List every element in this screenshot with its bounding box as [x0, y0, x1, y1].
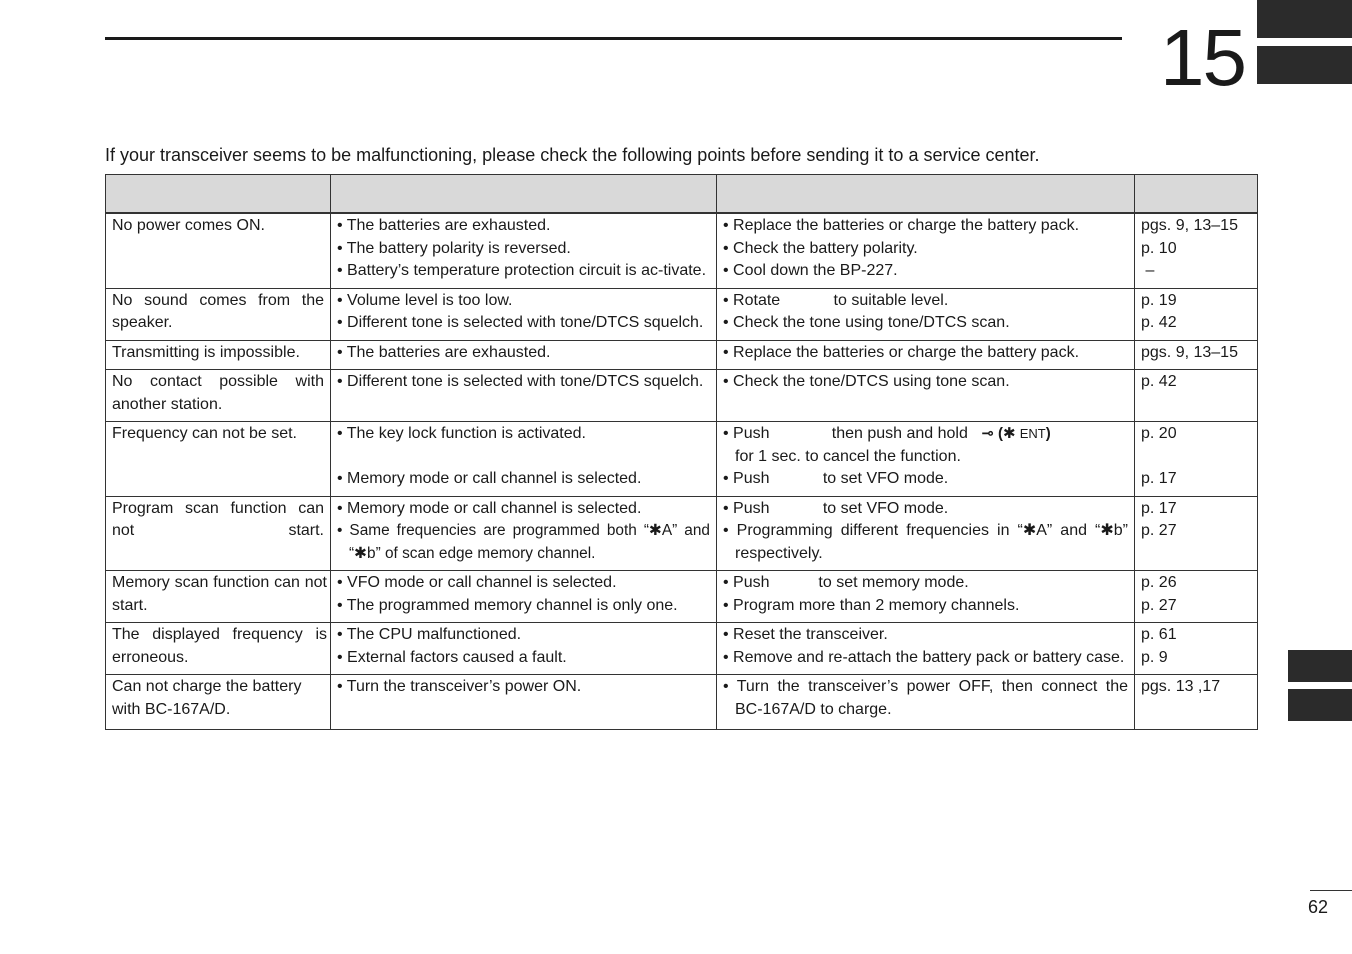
- header-problem: [106, 175, 331, 214]
- reference-cell: [1135, 340, 1258, 370]
- page-reference: pgs. 13 ,17: [1141, 678, 1221, 695]
- table-row: [106, 422, 1258, 497]
- header-solution: [717, 175, 1135, 214]
- page-reference: p. 17: [1141, 499, 1177, 517]
- solution-item: • Cool down the BP-227.: [723, 262, 898, 279]
- key-icon: ⊸ (✱: [981, 425, 1020, 442]
- reference-cell: [1135, 496, 1258, 571]
- chapter-tab-top: [1257, 0, 1352, 38]
- ent-key-label: ENT: [1019, 426, 1046, 441]
- cause-item: • Battery’s temperature protection circuit is ac-tivate.: [337, 262, 707, 279]
- table-row: [106, 340, 1258, 370]
- section-tab-1: [1288, 650, 1352, 682]
- solution-continuation: for 1 sec. to cancel the function.: [735, 447, 961, 465]
- cause-item: • VFO mode or call channel is selected.: [337, 574, 617, 591]
- page-reference: pgs. 9, 13–15: [1141, 343, 1238, 361]
- page-reference: –: [1141, 262, 1155, 279]
- solution-item: • Remove and re-attach the battery pack or battery case.: [723, 648, 1125, 666]
- cause-item: • Memory mode or call channel is selected.: [337, 499, 642, 517]
- problem-text: Frequency can not be set.: [112, 425, 297, 442]
- page-reference: p. 20: [1141, 425, 1177, 442]
- cause-cell: [331, 623, 717, 675]
- page-reference: p. 42: [1141, 373, 1177, 390]
- problem-cell: [106, 571, 331, 623]
- problem-cell: [106, 422, 331, 497]
- table-row: [106, 675, 1258, 730]
- solution-item: • Replace the batteries or charge the battery pack.: [723, 343, 1080, 361]
- cause-cell: [331, 340, 717, 370]
- solution-item: • Push to set memory mode.: [723, 574, 969, 591]
- solution-item: • Program more than 2 memory channels.: [723, 596, 1020, 614]
- table-row: [106, 623, 1258, 675]
- cause-item: • Different tone is selected with tone/DTCS squelch.: [337, 314, 704, 331]
- cause-cell: [331, 213, 717, 288]
- solution-cell: [717, 422, 1135, 497]
- problem-cell: [106, 370, 331, 422]
- problem-text: Memory scan function can not start.: [112, 574, 327, 614]
- page-reference: p. 26: [1141, 574, 1177, 591]
- reference-cell: [1135, 675, 1258, 730]
- troubleshooting-table: [105, 174, 1258, 730]
- problem-text: No sound comes from the speaker.: [112, 291, 324, 331]
- cause-cell: [331, 571, 717, 623]
- problem-cell: [106, 675, 331, 730]
- problem-text: No power comes ON.: [112, 217, 265, 234]
- solution-cell: [717, 675, 1135, 730]
- reference-cell: [1135, 623, 1258, 675]
- solution-item: • Check the tone using tone/DTCS scan.: [723, 314, 1010, 331]
- page-reference: p. 9: [1141, 648, 1168, 666]
- cause-cell: [331, 422, 717, 497]
- cause-item: • Volume level is too low.: [337, 291, 513, 309]
- table-header-row: [106, 175, 1258, 214]
- cause-cell: [331, 496, 717, 571]
- header-possible-cause: [331, 175, 717, 214]
- problem-text: Can not charge the battery with BC-167A/D.: [112, 678, 302, 718]
- page-reference: p. 17: [1141, 470, 1177, 487]
- reference-spacer: [1141, 446, 1251, 469]
- page-reference: p. 10: [1141, 239, 1177, 257]
- page-reference: p. 61: [1141, 626, 1177, 643]
- solution-item: [723, 423, 1128, 446]
- problem-text: Program scan function can not start.: [112, 499, 324, 539]
- problem-cell: [106, 213, 331, 288]
- table-row: [106, 288, 1258, 340]
- reference-cell: [1135, 288, 1258, 340]
- problem-cell: [106, 340, 331, 370]
- chapter-header-rule: [105, 37, 1122, 40]
- table-row: [106, 496, 1258, 571]
- problem-cell: [106, 288, 331, 340]
- solution-cell: [717, 496, 1135, 571]
- header-reference: [1135, 175, 1258, 214]
- cause-item: • The CPU malfunctioned.: [337, 626, 522, 643]
- solution-cell: [717, 370, 1135, 422]
- solution-cell: [717, 288, 1135, 340]
- cause-item: • The battery polarity is reversed.: [337, 239, 571, 257]
- cause-item: • The batteries are exhausted.: [337, 343, 551, 361]
- page-reference: pgs. 9, 13–15: [1141, 217, 1238, 234]
- cause-spacer: [337, 446, 710, 469]
- problem-cell: [106, 496, 331, 571]
- problem-text: Transmitting is impossible.: [112, 343, 300, 361]
- page-number-rule: [1310, 890, 1352, 891]
- solution-item: • Check the battery polarity.: [723, 239, 918, 257]
- cause-item: • Turn the transceiver’s power ON.: [337, 678, 582, 695]
- chapter-number: 15: [1160, 13, 1245, 102]
- solution-cell: [717, 623, 1135, 675]
- solution-item: • Push to set VFO mode.: [723, 499, 949, 517]
- solution-item: • Check the tone/DTCS using tone scan.: [723, 373, 1010, 390]
- cause-item: • Same frequencies are programmed both “✱A” and “✱b” of scan edge memory channel.: [337, 522, 710, 562]
- reference-cell: [1135, 370, 1258, 422]
- chapter-tab-bottom: [1257, 46, 1352, 84]
- problem-text: The displayed frequency is erroneous.: [112, 626, 327, 666]
- table-row: [106, 370, 1258, 422]
- cause-item: • The programmed memory channel is only one.: [337, 596, 678, 614]
- cause-item: • The key lock function is activated.: [337, 425, 586, 442]
- solution-item: • Replace the batteries or charge the battery pack.: [723, 217, 1080, 234]
- cause-cell: [331, 288, 717, 340]
- cause-item: • External factors caused a fault.: [337, 648, 567, 666]
- cause-item: • Different tone is selected with tone/DTCS squelch.: [337, 373, 704, 390]
- cause-item: • The batteries are exhausted.: [337, 217, 551, 234]
- cause-item: • Memory mode or call channel is selected.: [337, 470, 642, 487]
- problem-text: No contact possible with another station.: [112, 373, 324, 413]
- reference-cell: [1135, 571, 1258, 623]
- solution-cell: [717, 213, 1135, 288]
- solution-item: • Push to set VFO mode.: [723, 470, 949, 487]
- solution-cell: [717, 571, 1135, 623]
- reference-cell: [1135, 213, 1258, 288]
- problem-cell: [106, 623, 331, 675]
- solution-text: • Push then push and hold: [723, 425, 968, 442]
- page-reference: p. 19: [1141, 291, 1177, 309]
- solution-item: • Turn the transceiver’s power OFF, then connect the BC-167A/D to charge.: [723, 678, 1128, 718]
- solution-item: • Reset the transceiver.: [723, 626, 888, 643]
- page-reference: p. 27: [1141, 596, 1177, 614]
- solution-cell: [717, 340, 1135, 370]
- page-reference: p. 42: [1141, 314, 1177, 331]
- table-row: [106, 213, 1258, 288]
- cause-cell: [331, 370, 717, 422]
- page-number: 62: [1308, 897, 1329, 917]
- key-close-paren: ): [1045, 425, 1051, 442]
- solution-item: • Rotate to suitable level.: [723, 291, 949, 309]
- reference-cell: [1135, 422, 1258, 497]
- cause-cell: [331, 675, 717, 730]
- solution-item: • Programming different frequencies in “✱A” and “✱b” respectively.: [723, 522, 1128, 562]
- table-row: [106, 571, 1258, 623]
- intro-text: If your transceiver seems to be malfunctioning, please check the following points before sending it to a service center.: [105, 145, 1040, 165]
- page-reference: p. 27: [1141, 522, 1177, 539]
- section-tab-2: [1288, 689, 1352, 721]
